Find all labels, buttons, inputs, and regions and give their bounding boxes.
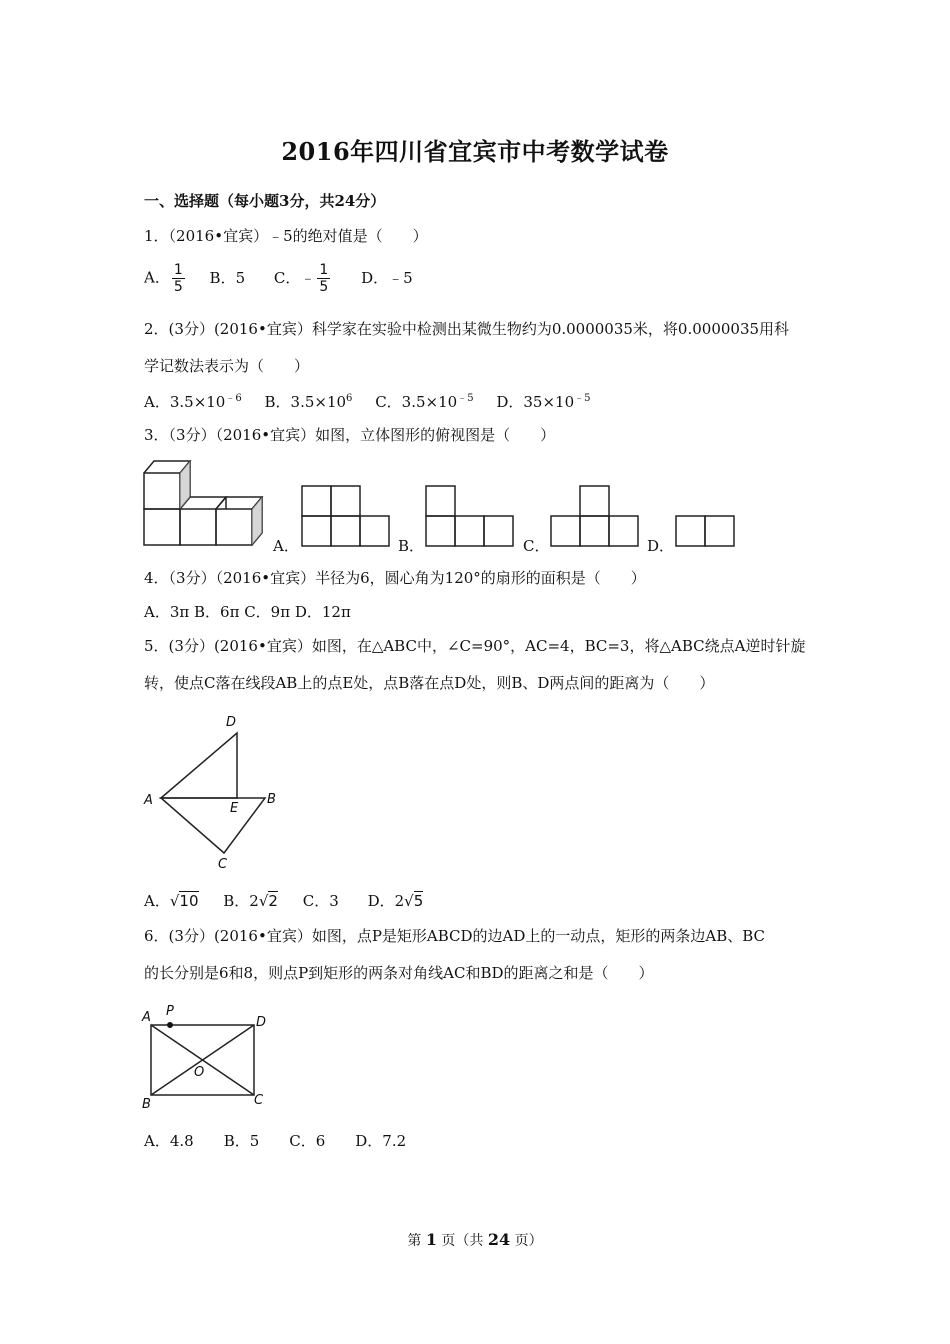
q3-option-c-figure [549,484,641,548]
q5-label-e: E [230,801,239,816]
q2-options [144,389,591,412]
q5-option-c: C．3 [302,892,339,910]
q2-stem-line1: 2．(3分）(2016•宜宾）科学家在实验中检测出某微生物约为0.0000035米，将0.0000035用科 [144,320,790,338]
q3-option-b-figure [424,484,516,548]
q1-options: A． $\frac{1}{5}$ B．5 C．﹣ $\frac{1}{5}$ D．﹣5 [144,262,413,295]
q2-option-d: D．$35\times 10^{﹣5}$ [496,393,591,411]
q6-options: A．4.8 B．5 C．6 D．7.2 [144,1132,407,1150]
q4-options: A．3π B．6π C．9π D．12π [144,603,351,621]
q6-stem-line2: 的长分别是6和8，则点P到矩形的两条对角线AC和BD的距离之和是（ ） [144,964,654,982]
q6-label-p: P [166,1004,174,1019]
q5-option-b: B．2√2 [223,892,278,910]
q6-label-a: A [142,1010,151,1025]
q3-option-a-figure [300,484,392,548]
q3-option-a-label: A． [273,537,299,555]
q5-triangle-figure [140,708,290,873]
page-number: 1 [425,1230,437,1249]
q3-solid-figure [140,455,270,550]
page-footer: 第 1 页（共 24 页） [407,1230,543,1249]
q1-option-b: B．5 [209,268,246,287]
q2-option-c: C．$3.5\times 10^{﹣5}$ [375,393,474,411]
q1-option-c-label: C． [273,268,301,287]
q3-option-b-label: B． [398,537,425,555]
q3-stem: 3．（3分）（2016•宜宾）如图，立体图形的俯视图是（ ） [144,426,556,444]
q6-label-o: O [194,1065,205,1080]
q6-label-d: D [256,1015,267,1030]
q1-option-a-fraction: $\frac{1}{5}$ [173,262,183,295]
q3-option-c-label: C． [523,537,550,555]
q1-option-c-fraction: $\frac{1}{5}$ [319,262,329,295]
page-title: 2016年四川省宜宾市中考数学试卷 [281,137,669,166]
q5-label-a: A [144,793,153,808]
q5-option-a: A．√10 [144,892,199,910]
q5-stem-line2: 转，使点C落在线段AB上的点E处，点B落在点D处，则B、D两点间的距离为（ ） [144,674,715,692]
q5-label-d: D [226,715,237,730]
q1-option-a-label: A． [144,268,170,287]
q5-stem-line1: 5．(3分）(2016•宜宾）如图，在△ABC中，∠C=90°，AC=4，BC=3，将△ABC绕点A逆时针旋 [144,637,806,655]
q6-rectangle-figure [140,1000,275,1112]
q4-stem: 4．（3分）（2016•宜宾）半径为6，圆心角为120°的扇形的面积是（ ） [144,569,646,587]
q6-label-c: C [254,1093,264,1108]
q3-option-d-label: D． [647,537,675,555]
q5-options [144,890,423,911]
q2-stem-line2: 学记数法表示为（ ） [144,357,310,375]
q5-option-d: D．2√5 [367,892,424,910]
q5-label-c: C [218,857,228,872]
q2-option-b: B．$3.5\times 10^6$ [264,393,353,411]
q1-option-d: D．﹣5 [361,268,413,287]
total-pages: 24 [487,1230,511,1249]
q5-label-b: B [267,792,276,807]
q1-stem: 1．（2016•宜宾）﹣5的绝对值是（ ） [144,227,428,245]
q6-label-b: B [142,1097,151,1112]
q6-stem-line1: 6．(3分）(2016•宜宾）如图，点P是矩形ABCD的边AD上的一动点，矩形的两条边AB、BC [144,927,766,945]
q3-option-d-figure [674,514,738,548]
q2-option-a: A．$3.5\times 10^{﹣6}$ [144,393,242,411]
section-heading: 一、选择题（每小题3分，共24分） [144,192,386,210]
